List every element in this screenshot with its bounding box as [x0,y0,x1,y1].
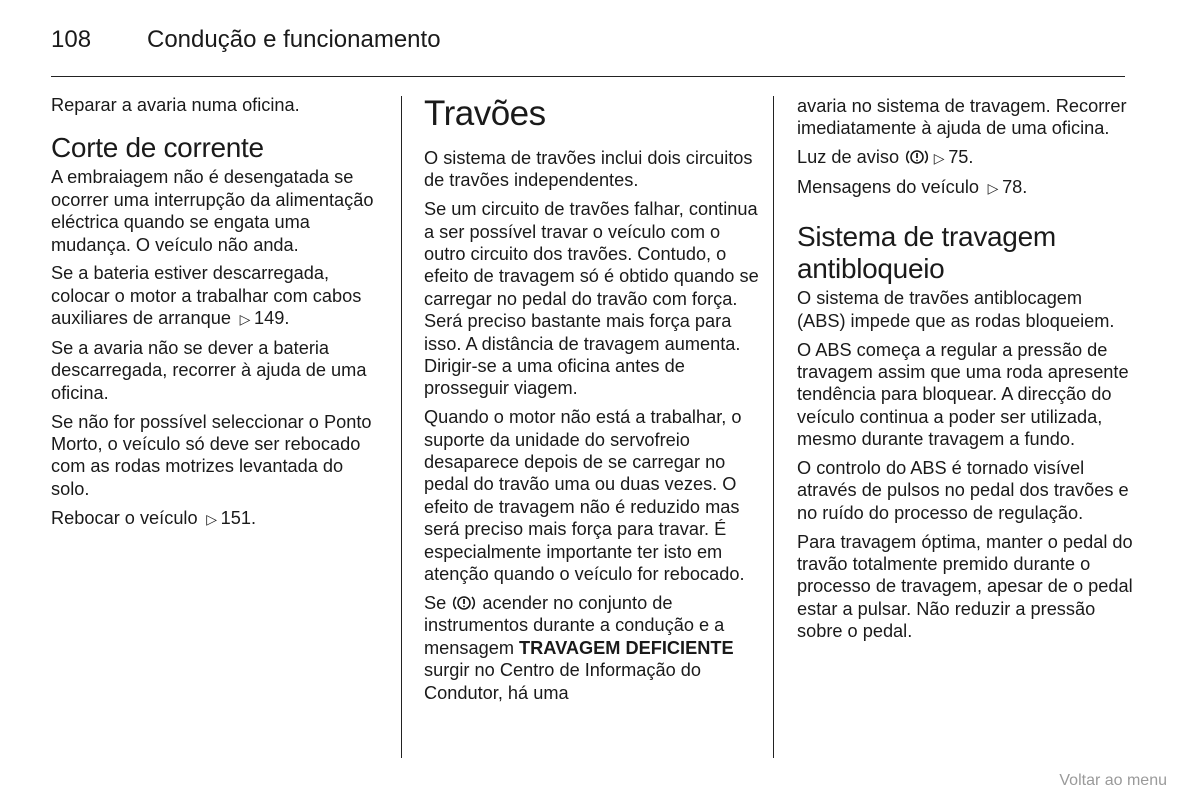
paragraph: avaria no sistema de travagem. Recorrer imediatamente à ajuda de uma oficina. [797,96,1127,139]
message-text-bold: TRAVAGEM DEFICIENTE [519,637,734,658]
paragraph: Quando o motor não está a trabalhar, o suporte da unidade do servofreio desaparece depois de se carregar no pedal do travão uma ou duas vezes. O efeito de travagem não é reduzido mas será preciso mais força para travar. É especialmente importante ter isto em atenção quando o veículo for rebocado. [424,407,745,585]
brake-warning-light-icon [904,148,930,166]
paragraph-text: Luz de aviso [797,147,900,168]
arrow-right-icon: ▷ [987,180,999,196]
paragraph: Se não for possível seleccionar o Ponto Morto, o veículo só deve ser rebocado com as rodas motrizes levantada do solo. [51,411,372,499]
paragraph: O sistema de travões antiblocagem (ABS) impede que as rodas bloqueiem. [797,288,1115,331]
paragraph: O sistema de travões inclui dois circuitos de travões independentes. [424,148,753,191]
section-heading-corte-de-corrente: Corte de corrente [51,132,264,164]
chapter-title: Condução e funcionamento [147,26,441,53]
paragraph: Para travagem óptima, manter o pedal do travão totalmente premido durante o processo de travagem, apesar de o pedal estar a pulsar. Não reduzir a pressão sobre o pedal. [797,531,1133,642]
column-divider [773,96,774,758]
paragraph: O controlo do ABS é tornado visível através de pulsos no pedal dos travões e no ruído do processo de regulação. [797,458,1129,523]
arrow-right-icon: ▷ [933,150,945,167]
paragraph: Se a avaria não se dever a bateria descarregada, recorrer à ajuda de uma oficina. [51,338,367,403]
page-reference-link[interactable]: 149. [254,308,290,329]
paragraph [797,146,1135,169]
paragraph-text: Mensagens do veículo [797,177,979,197]
paragraph [424,592,760,704]
section-heading-abs: Sistema de travagem antibloqueio [797,221,1056,285]
paragraph-text: Se a bateria estiver descarregada, colocar o motor a trabalhar com cabos auxiliares de arranque [51,263,362,329]
page-reference-link[interactable]: 151. [220,507,257,528]
arrow-right-icon: ▷ [239,311,251,328]
back-to-menu-link[interactable]: Voltar ao menu [1059,772,1167,789]
paragraph-text: Rebocar o veículo [51,507,198,528]
column-3 [797,95,1135,649]
section-heading-travoes: Travões [424,94,546,133]
brake-warning-light-icon [451,594,477,612]
paragraph-text: Se [424,592,447,613]
paragraph: Reparar a avaria numa oficina. [51,95,300,115]
arrow-right-icon: ▷ [206,510,218,527]
page-number: 108 [51,26,92,53]
paragraph-text: acender no conjunto de instrumentos durante a condução e a mensagem [424,592,725,658]
paragraph [51,262,383,330]
paragraph-text: surgir no Centro de Informação do Condutor, há uma [424,660,702,703]
paragraph: Se um circuito de travões falhar, continua a ser possível travar o veículo com o outro circuito dos travões. Contudo, o efeito de travagem só é obtido quando se carregar no pedal do travão com força. Será preciso bastante mais força para isso. A distância de travagem aumenta. Dirigir-se a uma oficina antes de prosseguir viagem. [424,199,759,399]
page-header [51,24,1125,77]
column-divider [401,96,402,758]
page-reference-link[interactable]: 75. [948,147,974,168]
column-1 [51,94,383,536]
paragraph [51,507,383,530]
paragraph: A embraiagem não é desengatada se ocorrer uma interrupção da alimentação eléctrica quando se engata uma mudança. O veículo não anda. [51,167,374,255]
page-reference-link[interactable]: 78. [1002,177,1028,197]
column-2 [424,94,760,710]
paragraph: O ABS começa a regular a pressão de travagem assim que uma roda apresente tendência para bloquear. A direcção do veículo continua a poder ser utilizada, mesmo durante travagem a fundo. [797,339,1129,450]
paragraph [797,176,1135,199]
